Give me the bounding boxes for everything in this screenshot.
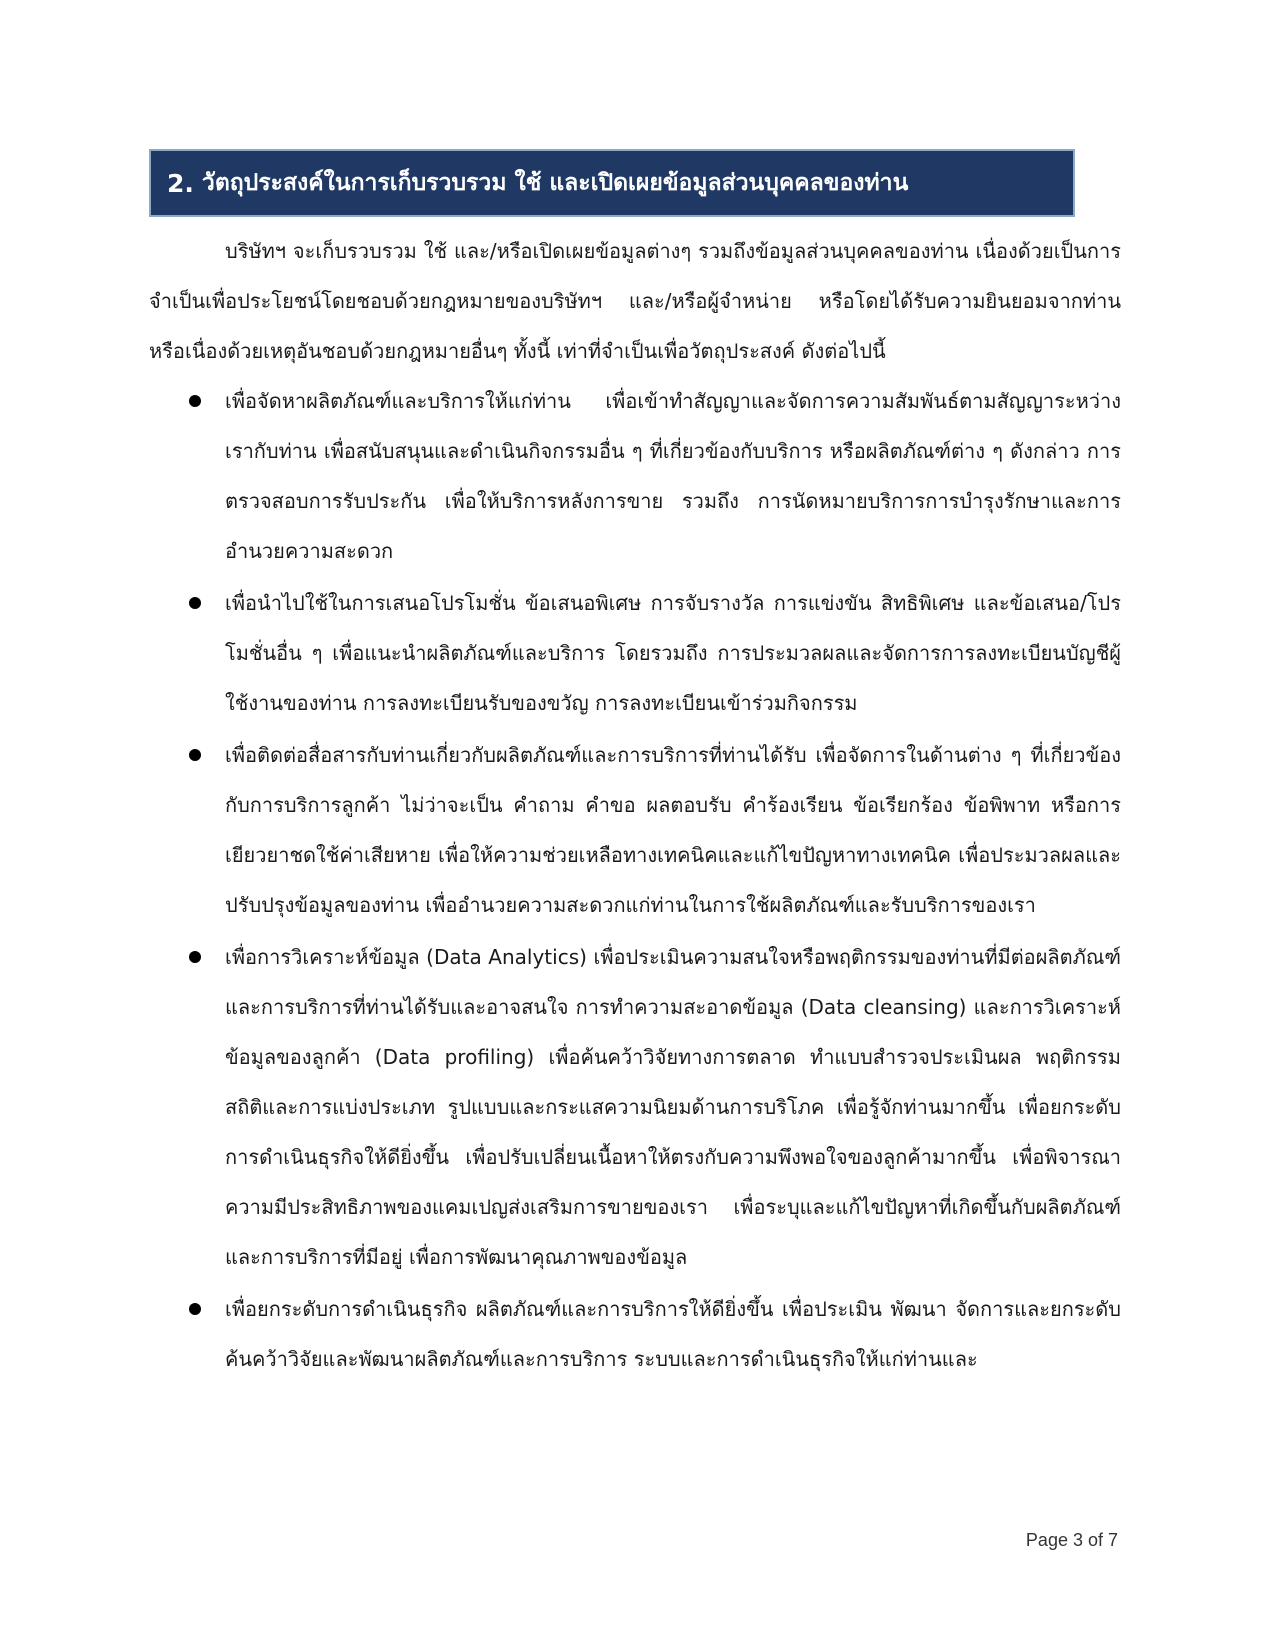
list-item-text: เพื่อติดต่อสื่อสารกับท่านเกี่ยวกับผลิตภัณฑ์และการบริการที่ท่านได้รับ เพื่อจัดการในด้านต่าง ๆ ที่เกี่ยวข้องกับการบริการลูกค้า ไม่ว่าจะเป็น คำถาม คำขอ ผลตอบรับ คำร้องเรียน ข้อเรียกร้อง ข้อพิพาท หรือการเยียวยาชดใช้ค่าเสียหาย เพื่อให้ความช่วยเหลือทางเทคนิคและแก้ไขปัญหาทางเทคนิค เพื่อประมวลผลและปรับปรุงข้อมูลของท่าน เพื่ออำนวยความสะดวกแก่ท่านในการใช้ผลิตภัณฑ์และรับบริการของเรา xyxy=(225,743,1121,917)
bullet-icon xyxy=(189,597,201,609)
list-item xyxy=(0,1284,1275,1384)
bullet-icon xyxy=(189,749,201,761)
bullet-icon xyxy=(189,395,201,407)
list-item xyxy=(0,730,1275,930)
bullet-icon xyxy=(189,951,201,963)
list-item-text: เพื่อจัดหาผลิตภัณฑ์และบริการให้แก่ท่าน เพื่อเข้าทำสัญญาและจัดการความสัมพันธ์ตามสัญญาระหว่างเรากับท่าน เพื่อสนับสนุนและดำเนินกิจกรรมอื่น ๆ ที่เกี่ยวข้องกับบริการ หรือผลิตภัณฑ์ต่าง ๆ ดังกล่าว การตรวจสอบการรับประกัน เพื่อให้บริการหลังการขาย รวมถึง การนัดหมายบริการการบำรุงรักษาและการอำนวยความสะดวก xyxy=(225,389,1122,563)
section-title: วัตถุประสงค์ในการเก็บรวบรวม ใช้ และเปิดเผยข้อมูลส่วนบุคคลของท่าน xyxy=(201,170,909,196)
list-item-text: เพื่อยกระดับการดำเนินธุรกิจ ผลิตภัณฑ์และการบริการให้ดียิ่งขึ้น เพื่อประเมิน พัฒนา จัดการและยกระดับ ค้นคว้าวิจัยและพัฒนาผลิตภัณฑ์และการบริการ ระบบและการดำเนินธุรกิจให้แก่ท่านและ xyxy=(225,1297,1121,1371)
section-heading xyxy=(149,149,1075,217)
section-number: 2. xyxy=(167,168,194,198)
list-item xyxy=(0,578,1275,728)
purpose-list xyxy=(0,376,1275,1386)
list-item xyxy=(0,376,1275,576)
list-item xyxy=(0,932,1275,1282)
list-item-text: เพื่อการวิเคราะห์ข้อมูล (Data Analytics) เพื่อประเมินความสนใจหรือพฤติกรรมของท่านที่มีต่อผลิตภัณฑ์และการบริการที่ท่านได้รับและอาจสนใจ การทำความสะอาดข้อมูล (Data cleansing) และการวิเคราะห์ข้อมูลของลูกค้า (Data profiling) เพื่อค้นคว้าวิจัยทางการตลาด ทำแบบสำรวจประเมินผล พฤติกรรม สถิติและการแบ่งประเภท รูปแบบและกระแสความนิยมด้านการบริโภค เพื่อรู้จักท่านมากขึ้น เพื่อยกระดับการดำเนินธุรกิจให้ดียิ่งขึ้น เพื่อปรับเปลี่ยนเนื้อหาให้ตรงกับความพึงพอใจของลูกค้ามากขึ้น เพื่อพิจารณาความมีประสิทธิภาพของแคมเปญส่งเสริมการขายของเรา เพื่อระบุและแก้ไขปัญหาที่เกิดขึ้นกับผลิตภัณฑ์และการบริการที่มีอยู่ เพื่อการพัฒนาคุณภาพของข้อมูล xyxy=(225,945,1121,1269)
list-item-text: เพื่อนำไปใช้ในการเสนอโปรโมชั่น ข้อเสนอพิเศษ การจับรางวัล การแข่งขัน สิทธิพิเศษ และข้อเสนอ/โปรโมชั่นอื่น ๆ เพื่อแนะนำผลิตภัณฑ์และบริการ โดยรวมถึง การประมวลผลและจัดการการลงทะเบียนบัญชีผู้ใช้งานของท่าน การลงทะเบียนรับของขวัญ การลงทะเบียนเข้าร่วมกิจกรรม xyxy=(225,591,1121,715)
page-number: Page 3 of 7 xyxy=(1025,1530,1118,1550)
intro-paragraph: บริษัทฯ จะเก็บรวบรวม ใช้ และ/หรือเปิดเผยข้อมูลต่างๆ รวมถึงข้อมูลส่วนบุคคลของท่าน เนื่องด้วยเป็นการจำเป็นเพื่อประโยชน์โดยชอบด้วยกฎหมายของบริษัทฯ และ/หรือผู้จำหน่าย หรือโดยได้รับความยินยอมจากท่าน หรือเนื่องด้วยเหตุอันชอบด้วยกฎหมายอื่นๆ ทั้งนี้ เท่าที่จำเป็นเพื่อวัตถุประสงค์ ดังต่อไปนี้ xyxy=(149,239,1121,363)
bullet-icon xyxy=(189,1303,201,1315)
